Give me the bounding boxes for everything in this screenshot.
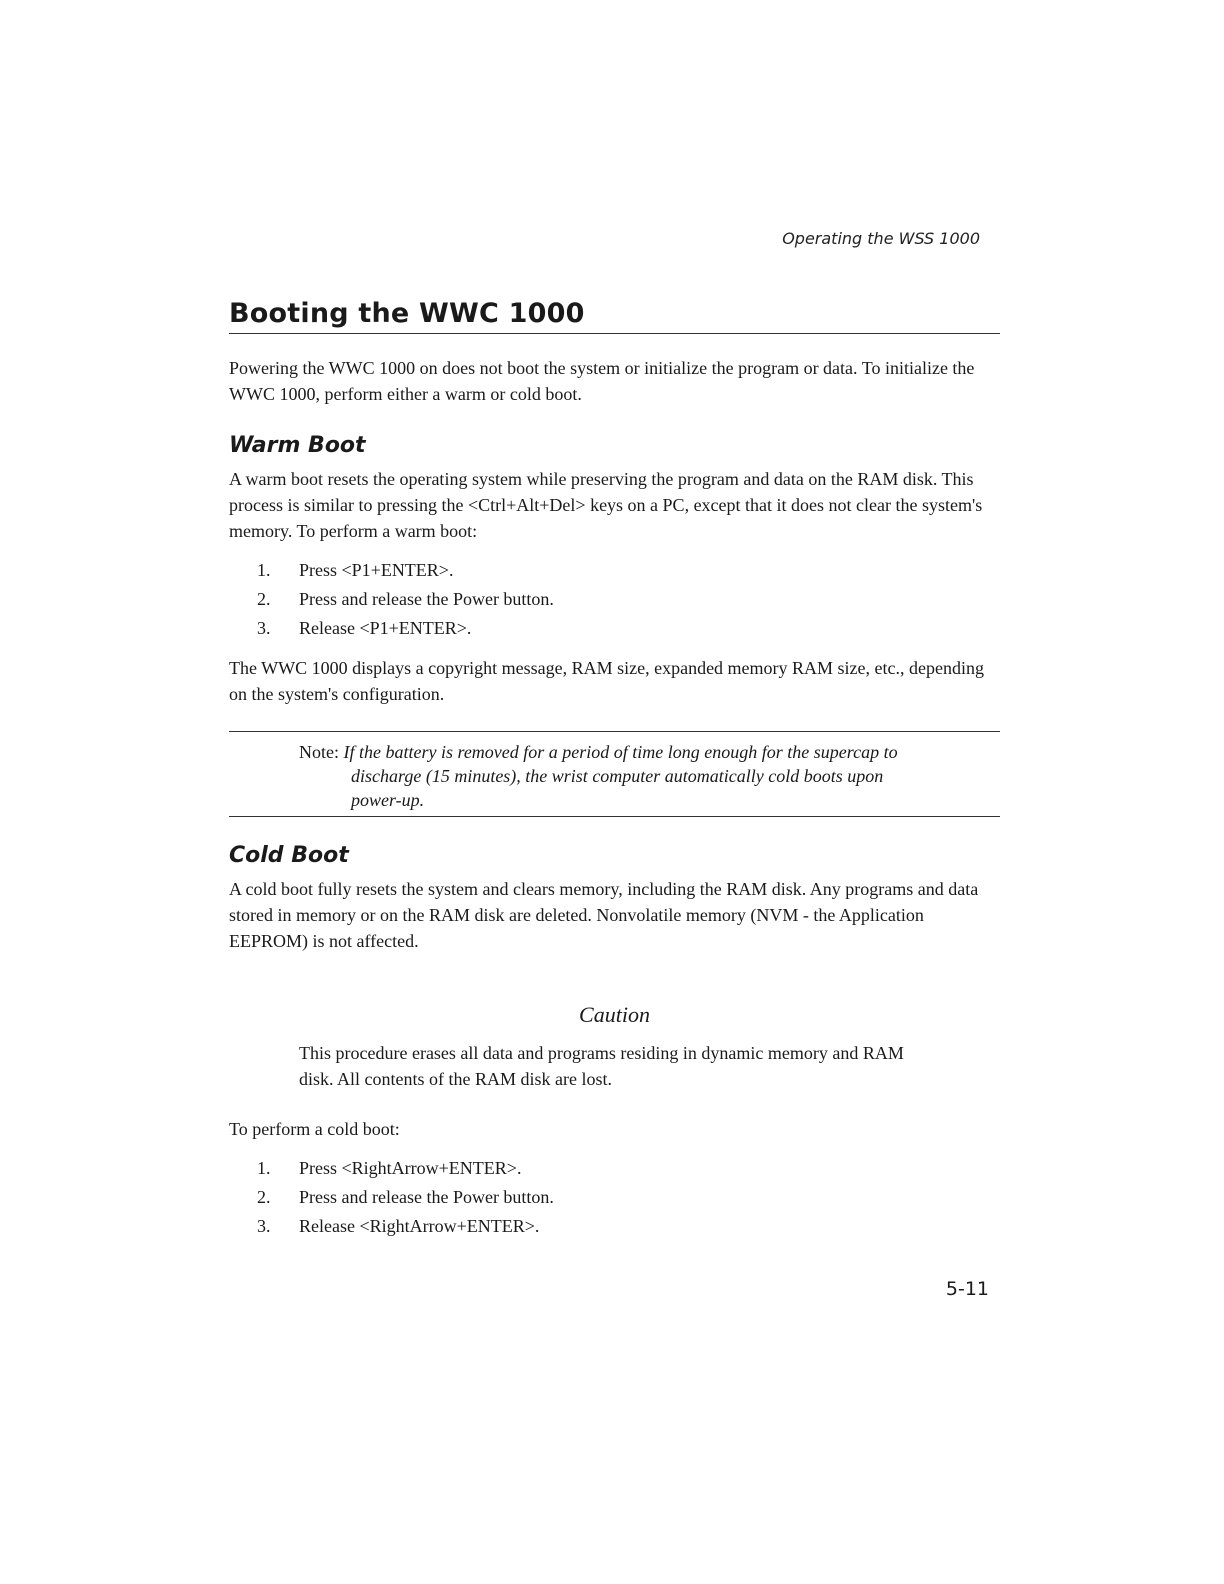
list-item [257,1183,1000,1212]
note-paragraph [299,740,911,812]
step-text: Press <RightArrow+ENTER>. [299,1158,522,1178]
step-number: 2. [257,1187,271,1207]
cold-boot-steps [229,1154,1000,1241]
step-number: 2. [257,589,271,609]
list-item [257,585,1000,614]
cold-boot-description: A cold boot fully resets the system and clears memory, including the RAM disk. Any programs and data stored in memory or on the RAM disk are deleted. Nonvolatile memory (NVM - the Application EEPROM) is not affected. [229,879,979,951]
warm-boot-steps [229,556,1000,643]
step-text: Press <P1+ENTER>. [299,560,454,580]
list-item [257,1212,1000,1241]
page-title: Booting the WWC 1000 [229,298,1000,334]
warm-boot-result: The WWC 1000 displays a copyright message, RAM size, expanded memory RAM size, etc., depending on the system's configuration. [229,658,984,704]
list-item [257,556,1000,585]
page-number: 5-11 [945,1278,989,1300]
list-item [257,1154,1000,1183]
intro-paragraph: Powering the WWC 1000 on does not boot the system or initialize the program or data. To initialize the WWC 1000, perform either a warm or cold boot. [229,358,975,404]
note-text: If the battery is removed for a period of time long enough for the supercap to discharge (15 minutes), the wrist computer automatically cold boots upon power-up. [343,742,898,810]
caution-box [229,1002,1000,1092]
step-number: 1. [257,1158,271,1178]
note-box [229,731,1000,817]
list-item [257,614,1000,643]
step-number: 3. [257,1216,271,1236]
cold-boot-perform: To perform a cold boot: [229,1119,400,1139]
warm-boot-description: A warm boot resets the operating system while preserving the program and data on the RAM disk. This process is similar to pressing the <Ctrl+Alt+Del> keys on a PC, except that it does not clear the system's memory. To perform a warm boot: [229,469,983,541]
caution-text: This procedure erases all data and programs residing in dynamic memory and RAM disk. All contents of the RAM disk are lost. [299,1043,904,1089]
step-text: Press and release the Power button. [299,1187,554,1207]
step-text: Release <RightArrow+ENTER>. [299,1216,540,1236]
page-content [229,298,1000,1253]
warm-boot-heading: Warm Boot [229,433,366,458]
cold-boot-heading: Cold Boot [229,843,349,868]
step-number: 3. [257,618,271,638]
step-number: 1. [257,560,271,580]
step-text: Release <P1+ENTER>. [299,618,472,638]
step-text: Press and release the Power button. [299,589,554,609]
caution-title: Caution [579,1002,650,1027]
note-label: Note: [299,742,339,762]
running-head: Operating the WSS 1000 [782,229,980,248]
